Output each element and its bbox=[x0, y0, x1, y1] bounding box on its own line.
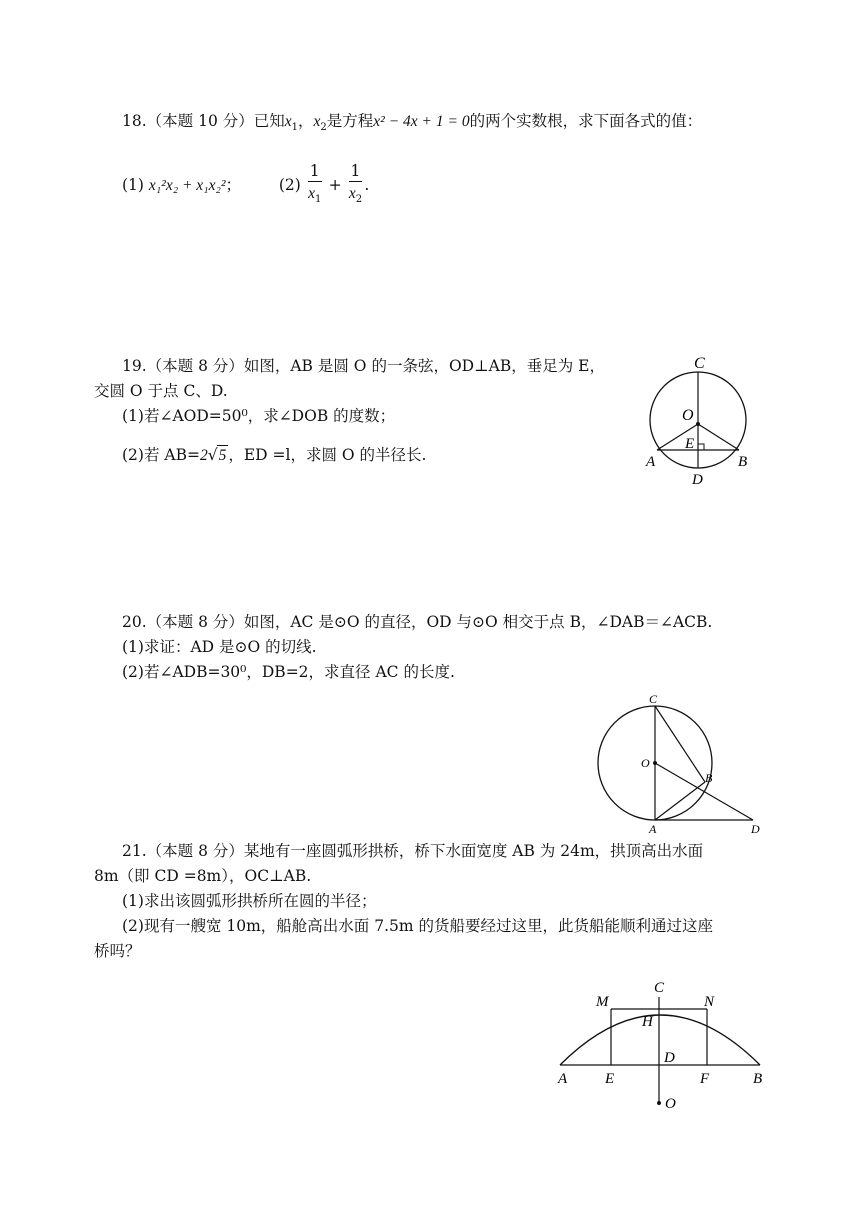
q21-label-a: A bbox=[558, 1071, 568, 1087]
q18-fraction-2 bbox=[349, 161, 363, 211]
q20-line1: 20.（本题 8 分）如图，AC 是⊙O 的直径，OD 与⊙O 相交于点 B，∠DAB＝∠ACB. bbox=[122, 613, 713, 631]
q19-line4-prefix: (2)若 AB= bbox=[122, 446, 200, 464]
q21-label-n: N bbox=[704, 994, 715, 1010]
q19-label-b: B bbox=[738, 454, 748, 470]
q19-label-e: E bbox=[685, 436, 695, 452]
q19-line4-suffix: ，ED =l，求圆 O 的半径长. bbox=[228, 446, 427, 464]
q21-line2: 8m（即 CD =8m），OC⊥AB. bbox=[94, 867, 312, 885]
q18-stem-prefix: 18.（本题 10 分）已知 bbox=[122, 112, 285, 130]
q20-label-a: A bbox=[649, 822, 657, 836]
q20-line2: (1)求证：AD 是⊙O 的切线. bbox=[122, 638, 317, 656]
q19-line2: 交圆 O 于点 C、D. bbox=[94, 382, 228, 400]
q21-label-o: O bbox=[665, 1096, 676, 1112]
q18-parts bbox=[122, 160, 369, 210]
q19-figure bbox=[640, 350, 760, 490]
q18-fraction-1 bbox=[308, 161, 322, 211]
q20-line-cb bbox=[655, 706, 705, 782]
q21-point-o bbox=[657, 1101, 661, 1105]
q18-frac1-sub: 1 bbox=[314, 194, 322, 205]
q21-arc bbox=[560, 1015, 760, 1065]
q18-part1-label: (1) bbox=[122, 176, 144, 194]
q18-stem-suffix: 的两个实数根，求下面各式的值： bbox=[469, 112, 703, 130]
q19-line4 bbox=[122, 445, 426, 466]
q18-frac2-num: 1 bbox=[350, 162, 361, 180]
q20-figure bbox=[595, 690, 775, 835]
q18-part1-expr: x₁²x₂ + x₁x₂² bbox=[148, 177, 226, 194]
q21-line4: (2)现有一艘宽 10m，船舱高出水面 7.5m 的货船要经过这里，此货船能顺利通过这座 bbox=[122, 917, 714, 935]
q19-sqrt-sign: √ bbox=[207, 446, 218, 464]
q21-line5: 桥吗？ bbox=[94, 942, 141, 960]
q18-part2-label: (2) bbox=[278, 176, 301, 194]
q21-label-h: H bbox=[642, 1014, 653, 1030]
q19-label-a: A bbox=[646, 454, 656, 470]
q18-stem bbox=[122, 111, 702, 138]
q21-label-e: E bbox=[605, 1071, 615, 1087]
q21-line1: 21.（本题 8 分）某地有一座圆弧形拱桥，桥下水面宽度 AB 为 24m，拱顶高出水面 bbox=[122, 842, 704, 860]
q18-frac2-sub: 2 bbox=[355, 194, 363, 205]
q18-var-x2: x bbox=[313, 113, 321, 130]
q18-sub-2: 2 bbox=[320, 122, 327, 133]
q19-line1: 19.（本题 8 分）如图，AB 是圆 O 的一条弦，OD⊥AB，垂足为 E， bbox=[122, 357, 605, 375]
q19-coef: 2 bbox=[199, 447, 208, 464]
q19-point-o bbox=[696, 422, 700, 426]
q18-comma: ， bbox=[298, 112, 314, 130]
q19-radicand: 5 bbox=[218, 447, 227, 464]
q20-label-c: C bbox=[649, 692, 658, 706]
q20-label-d: D bbox=[751, 822, 760, 836]
q18-var-x1: x bbox=[284, 113, 292, 130]
q21-label-f: F bbox=[700, 1071, 710, 1087]
q18-plus: + bbox=[328, 176, 342, 194]
q20-point-o bbox=[653, 761, 657, 765]
q18-frac2-den: x bbox=[348, 185, 356, 202]
q21-figure bbox=[550, 975, 780, 1115]
q20-line-od bbox=[655, 763, 753, 820]
q19-line3: (1)若∠AOD=50⁰，求∠DOB 的度数； bbox=[122, 407, 396, 425]
q19-label-c: C bbox=[694, 355, 705, 372]
q18-frac1-den: x bbox=[308, 185, 315, 202]
q19-label-o: O bbox=[682, 407, 694, 424]
q21-label-c: C bbox=[654, 980, 665, 996]
q21-label-b: B bbox=[753, 1071, 763, 1087]
q21-label-m: M bbox=[596, 994, 609, 1010]
q18-stem-mid: 是方程 bbox=[326, 112, 374, 130]
q18-frac1-num: 1 bbox=[309, 162, 320, 180]
q20-label-b: B bbox=[705, 771, 713, 785]
q20-label-o: O bbox=[641, 756, 650, 770]
q18-equation: x² − 4x + 1 = 0 bbox=[373, 113, 470, 130]
q19-label-d: D bbox=[692, 472, 703, 488]
q21-label-d: D bbox=[664, 1050, 675, 1066]
q18-sub-1: 1 bbox=[291, 122, 298, 133]
q18-separator: ； bbox=[225, 176, 241, 194]
q21-line3: (1)求出该圆弧形拱桥所在圆的半径； bbox=[122, 892, 377, 910]
q18-period: . bbox=[364, 176, 370, 194]
q19-right-angle-mark bbox=[698, 444, 704, 450]
q20-line3: (2)若∠ADB=30⁰，DB=2，求直径 AC 的长度. bbox=[122, 663, 455, 681]
